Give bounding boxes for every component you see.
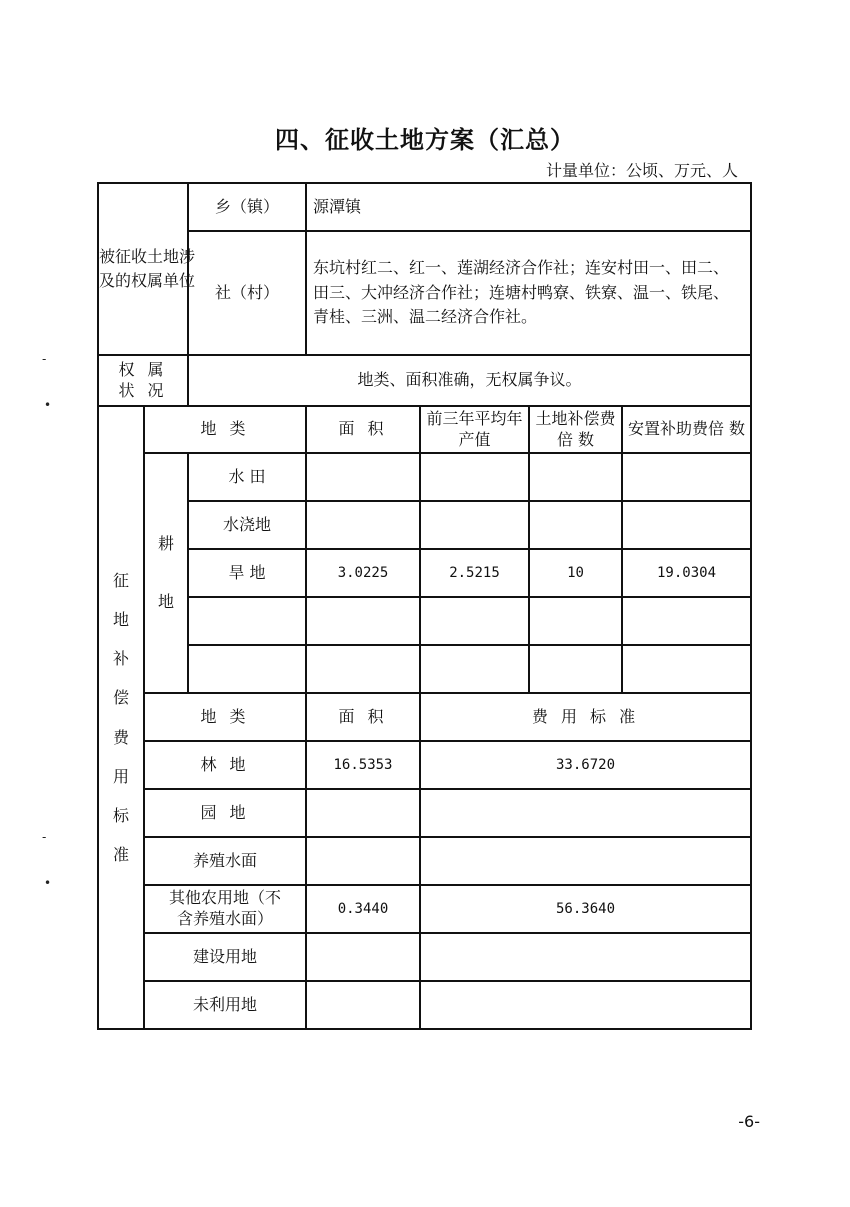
- cell-area: [306, 837, 420, 885]
- cell-resettle: 19.0304: [622, 549, 751, 597]
- table-row: [98, 741, 751, 789]
- ownership-status-value: 地类、面积准确，无权属争议。: [188, 355, 751, 406]
- margin-dot: •: [44, 398, 52, 412]
- measurement-unit: 计量单位：公顷、万元、人: [545, 161, 738, 180]
- cell-area: [306, 597, 420, 645]
- cell-fee: 56.3640: [420, 885, 751, 933]
- cell-resettle: [622, 453, 751, 501]
- table-row: [98, 549, 751, 597]
- cell-type: [188, 597, 306, 645]
- cell-fee: [420, 837, 751, 885]
- compensation-side-label: 征地补偿费用标准: [98, 406, 144, 1029]
- cell-avg-output: 2.5215: [420, 549, 529, 597]
- cell-fee: 33.6720: [420, 741, 751, 789]
- cell-type: 林 地: [144, 741, 306, 789]
- cell-type: 水浇地: [188, 501, 306, 549]
- header-avg-output: 前三年平均年产值: [420, 406, 529, 453]
- table-row: [98, 597, 751, 645]
- cell-area: [306, 933, 420, 981]
- cell-type: 其他农用地（不含养殖水面）: [144, 885, 306, 933]
- margin-mark: -: [42, 830, 47, 844]
- cell-type: 园 地: [144, 789, 306, 837]
- cell-land-comp: [529, 501, 622, 549]
- cell-avg-output: [420, 597, 529, 645]
- cell-type: [188, 645, 306, 693]
- cell-resettle: [622, 645, 751, 693]
- town-value: 源潭镇: [306, 183, 751, 231]
- cell-avg-output: [420, 645, 529, 693]
- table-row: [98, 837, 751, 885]
- cultivated-land-label: 耕地: [144, 453, 188, 693]
- land-acquisition-table: [97, 182, 752, 1030]
- cell-avg-output: [420, 501, 529, 549]
- cell-resettle: [622, 597, 751, 645]
- table-row: [98, 501, 751, 549]
- header2-area: 面 积: [306, 693, 420, 741]
- cell-area: 3.0225: [306, 549, 420, 597]
- cell-land-comp: [529, 597, 622, 645]
- cell-avg-output: [420, 453, 529, 501]
- cell-area: [306, 981, 420, 1029]
- table-row: [98, 645, 751, 693]
- table-row: [98, 885, 751, 933]
- cell-resettle: [622, 501, 751, 549]
- header-land-type: 地 类: [144, 406, 306, 453]
- cell-area: 16.5353: [306, 741, 420, 789]
- cell-fee: [420, 789, 751, 837]
- table-row: [98, 789, 751, 837]
- cell-type: 养殖水面: [144, 837, 306, 885]
- cell-area: [306, 645, 420, 693]
- cell-area: 0.3440: [306, 885, 420, 933]
- header-land-comp-multiple: 土地补偿费倍 数: [529, 406, 622, 453]
- ownership-status-label: 权 属 状 况: [98, 355, 188, 406]
- cell-area: [306, 501, 420, 549]
- margin-mark: -: [42, 352, 47, 366]
- header2-land-type: 地 类: [144, 693, 306, 741]
- town-label: 乡（镇）: [188, 183, 306, 231]
- header2-fee-standard: 费 用 标 准: [420, 693, 751, 741]
- cell-area: [306, 453, 420, 501]
- cell-land-comp: 10: [529, 549, 622, 597]
- village-label: 社（村）: [188, 231, 306, 355]
- cell-type: 旱 地: [188, 549, 306, 597]
- owner-section-label: 被征收土地涉及的权属单位: [98, 183, 188, 355]
- cell-type: 未利用地: [144, 981, 306, 1029]
- cell-land-comp: [529, 453, 622, 501]
- cell-land-comp: [529, 645, 622, 693]
- header-area: 面 积: [306, 406, 420, 453]
- table-row: [98, 981, 751, 1029]
- table-row: [98, 453, 751, 501]
- cell-fee: [420, 981, 751, 1029]
- cell-type: 水 田: [188, 453, 306, 501]
- page-number: -6-: [738, 1112, 760, 1131]
- table-row: [98, 933, 751, 981]
- header-resettle-multiple: 安置补助费倍 数: [622, 406, 751, 453]
- cell-area: [306, 789, 420, 837]
- margin-dot: •: [44, 876, 52, 890]
- cell-type: 建设用地: [144, 933, 306, 981]
- cell-fee: [420, 933, 751, 981]
- village-value: 东坑村红二、红一、莲湖经济合作社；连安村田一、田二、田三、大冲经济合作社；连塘村鸭寮、铁寮、温一、铁尾、青桂、三洲、温二经济合作社。: [306, 231, 751, 355]
- document-title: 四、征收土地方案（汇总）: [275, 126, 575, 154]
